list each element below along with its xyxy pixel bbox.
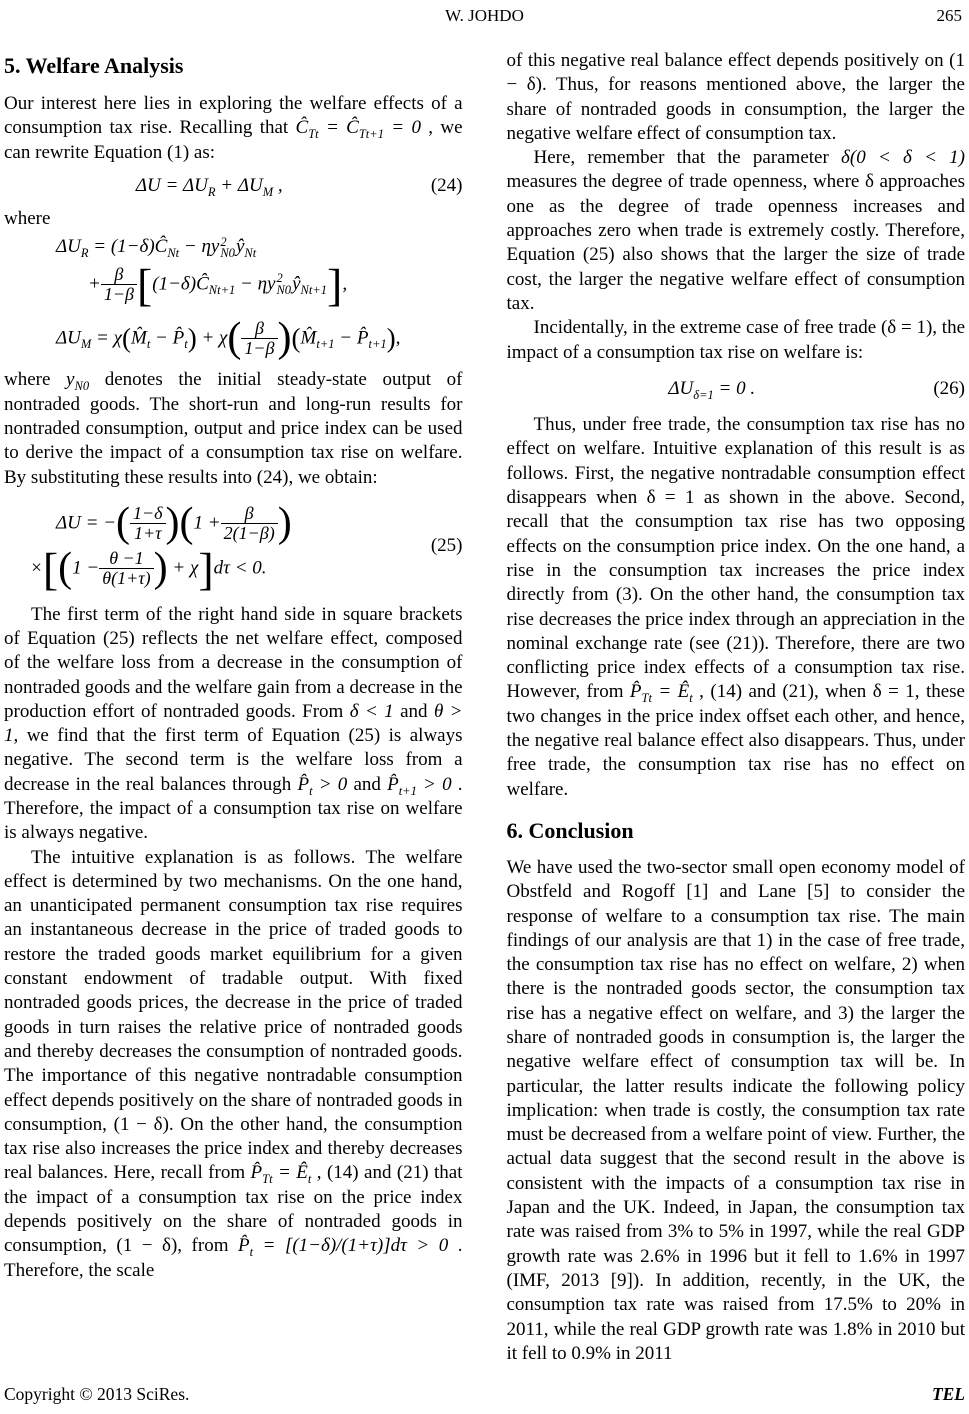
left-paren: (	[116, 500, 131, 547]
subscript: t+1	[368, 336, 387, 351]
left-paren: (	[121, 322, 131, 353]
math-token: ΔU	[56, 236, 81, 258]
inline-math: θ > 1	[4, 700, 463, 747]
subscript: Nt	[167, 246, 180, 261]
text-run: and	[393, 700, 434, 722]
denominator: 2(1−β)	[223, 523, 275, 544]
section-heading-conclusion: 6. Conclusion	[506, 817, 634, 843]
inline-math: P̂	[629, 681, 642, 703]
paragraph-first-term	[4, 603, 463, 846]
math-token: = 0 .	[713, 378, 756, 399]
subscript: Nt	[244, 246, 257, 261]
inline-math: = 0	[383, 117, 421, 139]
denominator: 1+τ	[133, 523, 162, 544]
denominator: θ(1+τ)	[102, 568, 151, 589]
math-token: − η	[179, 236, 211, 258]
equation-25-line2	[30, 543, 415, 595]
running-head-author: W. JOHDO	[445, 6, 524, 25]
equation-delta-ur-line1	[56, 236, 463, 259]
text-run: , (14) and (21), when δ = 1, these two changes in the price index offset each other, and hence, the negative real balance effect also disappears. Thus, under free trade, the consumption tax rise has no effect on welfare.	[506, 681, 965, 800]
math-token: ΔU = −	[56, 512, 117, 534]
fraction	[101, 265, 137, 305]
math-token: Ĉ	[196, 272, 209, 294]
subscript: N0	[220, 246, 235, 261]
math-token: M̂	[130, 326, 147, 348]
left-bracket: [	[136, 259, 153, 310]
math-token: 1 +	[193, 512, 221, 534]
math-token: ,	[273, 175, 283, 197]
right-bracket: ]	[198, 543, 214, 595]
math-token: +	[88, 272, 101, 294]
equation-24-body	[4, 175, 415, 197]
paragraph-where-yn0	[4, 368, 463, 489]
right-column	[507, 49, 966, 1366]
copyright-notice: Copyright © 2013 SciRes.	[4, 1384, 190, 1404]
math-token: − P̂	[334, 326, 369, 348]
equation-25	[4, 499, 463, 594]
text-run: measures the degree of trade openness, where δ approaches one as the degree of trade openness increases and approaches zero when trade is extremely costly. Therefore, Equation (25) also shows that the larger the size of trade cost, the larger the negative welfare effect of consumption tax.	[506, 171, 965, 314]
text-run: , we find that the first term of Equation (25) is always negative. The second term is the welfare loss from a decrease in the real balances through	[4, 725, 463, 795]
text-run: and	[347, 773, 388, 795]
math-token: = χ	[91, 326, 122, 348]
equation-25-line1	[56, 500, 415, 547]
math-token: dτ < 0.	[213, 557, 267, 579]
inline-math: > 0	[416, 773, 452, 795]
left-paren: (	[58, 544, 73, 591]
paragraph-parameter-delta	[507, 146, 966, 316]
right-paren: )	[386, 322, 396, 353]
math-token: (1−δ)	[152, 272, 197, 294]
subscript: M	[262, 184, 274, 199]
paragraph-free-trade	[507, 413, 966, 802]
subscript: δ=1	[693, 387, 714, 402]
paragraph-intuitive-explanation	[4, 846, 463, 1283]
subscript: R	[207, 184, 216, 199]
text-run: denotes the initial steady-state output of nontraded goods. The short-run and long-run results for nontraded consumption, output and price index can be used to derive the impact of a consumption tax rise on welfare. By substituting these results into (24), we obtain:	[4, 369, 463, 488]
text-run: The first term of the right hand side in square brackets of Equation (25) reflects the net welfare effect, composed of the welfare loss from a decrease in the consumption of nontraded goods and the welfare gain from a decrease in the production effort of nontraded goods. From	[4, 603, 463, 722]
inline-math: δ(0 < δ < 1)	[841, 147, 965, 169]
subscript: t	[249, 1245, 254, 1260]
subscript: R	[80, 246, 89, 261]
subscript: N0	[276, 282, 292, 297]
numerator: θ −1	[99, 549, 153, 569]
fraction	[221, 504, 278, 544]
inline-math: P̂	[297, 773, 310, 795]
math-token: ŷ	[235, 236, 245, 258]
inline-math: y	[66, 369, 75, 391]
subscript: t	[146, 336, 151, 351]
text-run: , we can rewrite Equation (1) as:	[4, 117, 463, 163]
subscript: Tt	[262, 1172, 273, 1187]
subscript: Tt	[308, 127, 319, 142]
math-token: ×	[30, 557, 43, 579]
math-token: − η	[235, 272, 268, 294]
math-token: ΔU	[56, 326, 81, 348]
equation-24-label: (24)	[430, 174, 463, 196]
inline-math: P̂	[250, 1162, 263, 1184]
denominator: 1−β	[244, 337, 275, 358]
right-paren: )	[277, 314, 292, 361]
fraction	[130, 504, 166, 544]
paragraph-real-balance: of this negative real balance effect depends positively on (1 − δ). Thus, for reasons mentioned above, the larger the share of nontraded goods in consumption, the larger the negative welfare effect of consumption tax.	[506, 50, 965, 144]
superscript: 2	[220, 234, 227, 249]
subscript: M	[80, 336, 92, 351]
where-label: where	[4, 208, 51, 230]
math-token: M̂	[300, 326, 317, 348]
math-token: + χ	[167, 557, 199, 579]
section-heading-welfare-analysis: 5. Welfare Analysis	[4, 53, 184, 78]
numerator: β	[221, 504, 278, 524]
left-column	[4, 49, 463, 1366]
right-bracket: ]	[327, 259, 343, 310]
right-paren: )	[187, 322, 197, 353]
journal-abbreviation: TEL	[931, 1384, 965, 1404]
inline-math: δ < 1	[349, 700, 394, 722]
two-column-body	[4, 49, 965, 1366]
text-run: . Therefore, the scale	[4, 1235, 463, 1281]
left-paren: (	[227, 314, 242, 361]
inline-math: = Ê	[651, 681, 690, 703]
right-paren: )	[153, 544, 168, 591]
math-token: − P̂	[150, 326, 185, 348]
fraction	[99, 549, 153, 589]
inline-math: Ĉ	[295, 117, 309, 139]
equation-25-body	[4, 499, 415, 594]
page-header	[0, 6, 969, 30]
inline-math: P̂	[238, 1235, 250, 1257]
inline-math: = [(1−δ)/(1+τ)]dτ > 0	[253, 1235, 449, 1257]
math-token: + χ	[196, 326, 228, 348]
text-run: The intuitive explanation is as follows. The welfare effect is determined by two mechanisms. On the one hand, an unanticipated permanent consumption tax rise requires an instantaneous decrease in the price of traded goods to restore the traded goods market equilibrium for a given constant endowment of tradable output. With fixed nontraded goods prices, the decrease in the price of traded goods in turn raises the relative price of nontraded goods and thereby decreases the consumption of nontraded goods. The importance of this negative nontradable consumption effect depends positively on the share of nontraded goods in consumption, (1 − δ). On the other hand, the consumption tax rise also increases the price index and thereby decreases real balances. Here, recall from	[4, 846, 463, 1184]
inline-math: = Ê	[272, 1162, 308, 1184]
denominator: 1−β	[103, 284, 134, 305]
sup-sub-stack	[276, 273, 291, 296]
right-paren: )	[165, 500, 180, 547]
math-token: y	[267, 272, 276, 294]
numerator: β	[101, 265, 137, 285]
left-paren: (	[291, 322, 301, 353]
equation-26-body	[507, 378, 918, 400]
inline-math: > 0	[312, 773, 348, 795]
subscript: t	[689, 691, 693, 706]
text-run: . Therefore, the impact of a consumption tax rise on welfare is always negative.	[4, 773, 463, 844]
text-run: Our interest here lies in exploring the welfare effects of a consumption tax rise. Recalling that	[4, 93, 463, 139]
superscript: 2	[276, 271, 283, 286]
subscript: t+1	[398, 783, 417, 798]
text-run: Thus, under free trade, the consumption tax rise has no effect on welfare. Intuitive explanation of this result is as follows. First, the negative nontradable consumption effect disappears when δ = 1 as shown in the above. Second, recall that the consumption tax rise has two opposing effects on the consumption price index. On the one hand, a rise in the consumption tax increases the price index directly from (3). On the other hand, the consumption tax rise decreases the price index through an appreciation in the nominal exchange rate (see (21)). Therefore, there are two conflicting price index effects of a consumption tax rise. However, from	[506, 414, 965, 703]
subscript: Tt+1	[358, 127, 384, 142]
subscript: t+1	[316, 336, 335, 351]
inline-math: P̂	[387, 773, 399, 795]
right-paren: )	[277, 500, 292, 547]
equation-24	[4, 174, 463, 198]
left-paren: (	[179, 500, 194, 547]
text-run: where	[4, 369, 67, 391]
equation-26-label: (26)	[933, 377, 965, 399]
subscript: Nt+1	[208, 282, 236, 297]
subscript: N0	[74, 379, 90, 394]
math-token: ,	[342, 272, 348, 294]
subscript: Tt	[641, 691, 652, 706]
equation-26	[507, 377, 966, 401]
paragraph-conclusion: We have used the two-sector small open economy model of Obstfeld and Rogoff [1] and Lane [5] to consider the response of welfare to a consumption tax rise. The main findings of our analysis are that 1) in the case of free trade, the consumption tax rise has no effect on welfare, 2) when there is the nontraded goods sector, the consumption tax rise has a negative effect on welfare, and 3) the larger the share of nontraded goods in consumption is, the larger the negative welfare effect of consumption tax will be. In particular, the latter results indicate the following policy implication: when trade is costly, the consumption tax rate must be decreased from a welfare point of view. Further, the actual data suggest that the second result in the above is consistent with the impacts of a consumption tax rise in Japan and the UK. Indeed, in Japan, the consumption tax rate was raised from 3% to 5% in 1997, while the real GDP growth rate was 2.6% in 1996 but it fell to 1.6% in 1997 (IMF, 2013 [9]). In addition, recently, in the UK, the consumption tax rate was raised from 17.5% to 20% in 2011, while the real GDP growth rate was 1.8% in 2010 but it fell to 0.9% in 2011	[506, 856, 965, 1364]
subscript: t	[184, 336, 188, 351]
paragraph-intro	[4, 92, 463, 165]
subscript: t	[309, 783, 313, 798]
left-bracket: [	[42, 543, 59, 595]
numerator: 1−δ	[130, 504, 166, 524]
fraction	[241, 319, 277, 359]
text-run: Here, remember that the parameter	[533, 147, 842, 169]
equation-delta-ur-line2	[88, 259, 463, 310]
inline-math: = Ĉ	[318, 117, 359, 139]
page-footer	[4, 1384, 965, 1405]
page-number: 265	[936, 6, 962, 25]
paragraph-incidentally: Incidentally, in the extreme case of free trade (δ = 1), the impact of a consumption tax rise on welfare is:	[506, 317, 965, 363]
text-run: , (14) and (21) that the impact of a consumption tax rise on the price index depends positively on the share of nontraded goods in consumption, (1 − δ), from	[4, 1162, 463, 1257]
math-token: ŷ	[292, 272, 301, 294]
sup-sub-stack	[220, 234, 235, 261]
math-token: + ΔU	[215, 175, 263, 197]
equation-25-label: (25)	[430, 535, 463, 557]
math-token: ΔU = ΔU	[135, 175, 208, 197]
equation-delta-um	[56, 314, 463, 361]
math-token: 1 −	[72, 557, 100, 579]
math-token: = (1−δ)	[88, 236, 155, 258]
math-token: ΔU	[668, 378, 694, 399]
math-token: y	[210, 236, 220, 258]
subscript: t	[307, 1172, 312, 1187]
math-token: ,	[395, 326, 401, 348]
math-token: Ĉ	[154, 236, 168, 258]
numerator: β	[241, 319, 277, 339]
subscript: Nt+1	[300, 282, 327, 297]
